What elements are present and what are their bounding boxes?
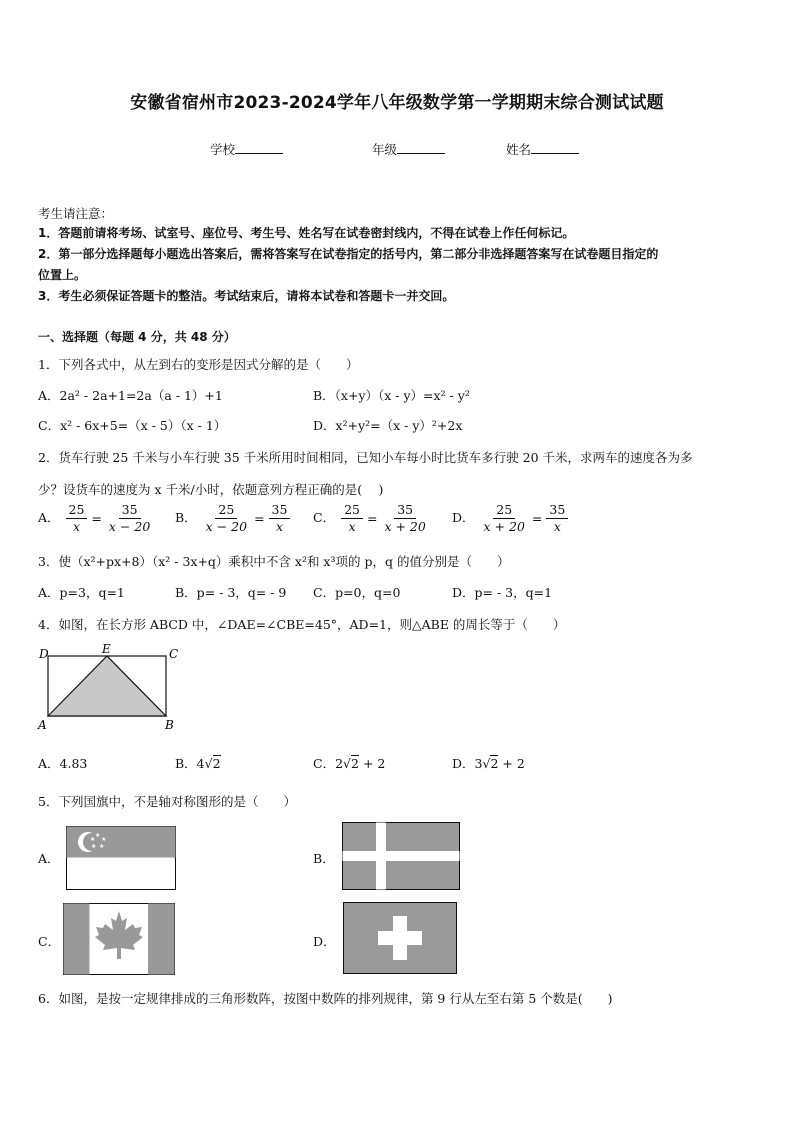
- q4-c-label: C．2: [313, 756, 344, 771]
- school-label: 学校: [210, 142, 236, 157]
- q2-d-right-num: 35: [546, 502, 568, 519]
- q2-c-label: C．: [313, 510, 336, 525]
- notice-item-3: 3．考生必须保证答题卡的整洁。考试结束后，请将本试卷和答题卡一并交回。: [38, 289, 455, 303]
- q2-option-a[interactable]: A． $\frac{25}{x}$ = $\frac{35}{x - 20}$: [38, 502, 155, 535]
- q2-c-left-den: x: [348, 519, 356, 534]
- svg-text:★: ★: [95, 832, 101, 839]
- q2-a-label: A．: [38, 510, 60, 525]
- q2-option-c[interactable]: C． $\frac{25}{x}$ = $\frac{35}{x + 20}$: [313, 502, 431, 535]
- svg-text:★: ★: [91, 843, 97, 850]
- q2-c-right-num: 35: [394, 502, 416, 519]
- q1-stem: 1．下列各式中，从左到右的变形是因式分解的是（ ）: [38, 357, 359, 372]
- q2-c-left-num: 25: [341, 502, 363, 519]
- q2-b-right-num: 35: [269, 502, 291, 519]
- notice-item-1: 1．答题前请将考场、试室号、座位号、考生号、姓名写在试卷密封线内，不得在试卷上作任何标记。: [38, 226, 575, 240]
- grade-label: 年级: [372, 142, 398, 157]
- q3-option-c[interactable]: C．p=0，q=0: [313, 585, 401, 600]
- section-heading: 一、选择题（每题 4 分，共 48 分）: [38, 330, 236, 344]
- q2-a-left-num: 25: [66, 502, 88, 519]
- canada-flag[interactable]: [63, 903, 175, 975]
- q2-d-label: D．: [452, 510, 475, 525]
- q2-a-right-den: x − 20: [108, 519, 151, 534]
- q5-option-c-label[interactable]: C．: [38, 934, 61, 949]
- q4-rectangle-figure: [36, 642, 181, 734]
- q2-c-right-den: x + 20: [384, 519, 426, 534]
- name-label: 姓名: [506, 142, 532, 157]
- q2-d-left-num: 25: [493, 502, 515, 519]
- q1-option-c[interactable]: C．x² - 6x+5=（x - 5）（x - 1）: [38, 418, 227, 433]
- q3-option-b[interactable]: B．p= - 3，q= - 9: [175, 585, 287, 600]
- notice-item-2-cont: 位置上。: [38, 268, 87, 282]
- name-field[interactable]: [506, 140, 579, 158]
- q2-a-left-den: x: [72, 519, 80, 534]
- denmark-flag[interactable]: [342, 822, 460, 890]
- vertex-e: E: [102, 642, 111, 656]
- q4-b-radicand: 2: [212, 756, 221, 771]
- q5-stem: 5．下列国旗中，不是轴对称图形的是（ ）: [38, 794, 296, 809]
- q3-stem: 3．使（x²+px+8）（x² - 3x+q）乘积中不含 x²和 x³项的 p，q 的值分别是（ ）: [38, 554, 510, 569]
- q1-option-a[interactable]: A．2a² - 2a+1=2a（a - 1）+1: [38, 388, 223, 403]
- q3-option-d[interactable]: D．p= - 3，q=1: [452, 585, 553, 600]
- q2-b-left-num: 25: [215, 502, 237, 519]
- q4-c-radicand: 2: [351, 756, 359, 771]
- q2-d-right-den: x: [553, 519, 561, 534]
- q4-option-d[interactable]: [452, 754, 525, 772]
- q4-b-label: B．4: [175, 756, 205, 771]
- q5-option-d-label[interactable]: D．: [313, 934, 336, 949]
- q4-option-b[interactable]: [175, 754, 221, 772]
- page-title: 安徽省宿州市2023-2024学年八年级数学第一学期期末综合测试试题: [130, 93, 664, 113]
- q5-option-a-label[interactable]: A．: [38, 851, 60, 866]
- sqrt-icon: √: [343, 756, 351, 771]
- q1-option-d[interactable]: D．x²+y²=（x - y）²+2x: [313, 418, 463, 433]
- switzerland-flag[interactable]: [343, 902, 457, 974]
- q4-c-tail: + 2: [362, 756, 386, 771]
- q4-stem: 4．如图，在长方形 ABCD 中，∠DAE=∠CBE=45°，AD=1，则△ABE 的周长等于（ ）: [38, 617, 566, 632]
- vertex-b: B: [165, 718, 174, 732]
- vertex-c: C: [169, 647, 179, 661]
- q2-d-left-den: x + 20: [483, 519, 525, 534]
- sqrt-icon: √: [204, 756, 213, 771]
- sqrt-icon: √: [482, 756, 491, 771]
- q2-stem-line2: 少？设货车的速度为 x 千米/小时，依题意列方程正确的是( ): [38, 482, 384, 497]
- singapore-flag[interactable]: [66, 826, 176, 890]
- q2-b-left-den: x − 20: [205, 519, 248, 534]
- q2-option-d[interactable]: D． $\frac{25}{x + 20}$ = $\frac{35}{x}$: [452, 502, 570, 535]
- grade-field[interactable]: [372, 140, 445, 158]
- q4-d-tail: + 2: [502, 756, 525, 771]
- svg-text:★: ★: [99, 843, 105, 850]
- q2-option-b[interactable]: B． $\frac{25}{x - 20}$ = $\frac{35}{x}$: [175, 502, 292, 535]
- triangle-abe: [48, 656, 166, 716]
- q4-d-radicand: 2: [490, 756, 499, 771]
- q4-option-a[interactable]: A．4.83: [38, 756, 88, 771]
- notice-item-2: 2．第一部分选择题每小题选出答案后，需将答案写在试卷指定的括号内，第二部分非选择题答案写在试卷题目指定的: [38, 247, 659, 261]
- q4-d-label: D．3: [452, 756, 483, 771]
- q5-option-b-label[interactable]: B．: [313, 851, 335, 866]
- vertex-d: D: [39, 647, 49, 661]
- q6-stem: 6．如图，是按一定规律排成的三角形数阵，按图中数阵的排列规律，第 9 行从左至右第 5 个数是( ): [38, 991, 613, 1006]
- vertex-a: A: [38, 718, 47, 732]
- q2-stem-line1: 2．货车行驶 25 千米与小车行驶 35 千米所用时间相同，已知小车每小时比货车多行驶 20 千米，求两车的速度各为多: [38, 450, 693, 465]
- svg-text:★: ★: [101, 836, 107, 843]
- q2-b-right-den: x: [275, 519, 284, 534]
- q3-option-a[interactable]: A．p=3，q=1: [38, 585, 125, 600]
- q2-a-right-num: 35: [119, 502, 141, 519]
- q4-option-c[interactable]: [313, 754, 385, 772]
- q2-b-label: B．: [175, 510, 197, 525]
- school-field[interactable]: [210, 140, 283, 158]
- notice-heading: 考生请注意：: [38, 206, 114, 221]
- q1-option-b[interactable]: B．（x+y）（x - y）=x² - y²: [313, 388, 470, 403]
- svg-text:★: ★: [90, 836, 96, 843]
